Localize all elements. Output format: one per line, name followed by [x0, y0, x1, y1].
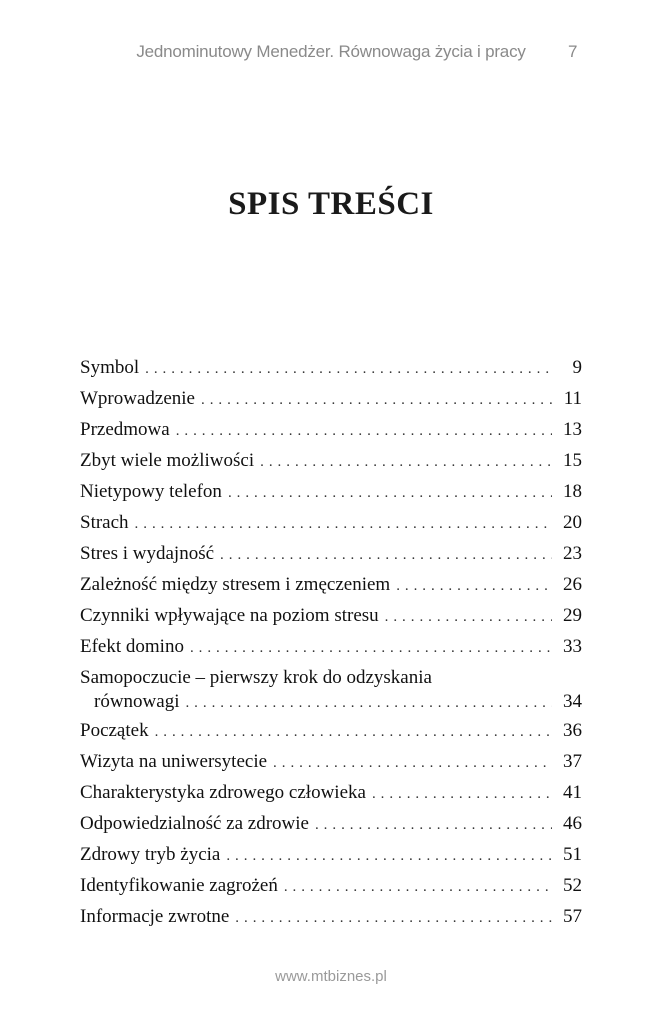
toc-entry-page: 37 [563, 751, 582, 772]
toc-entry-title: Informacje zwrotne [80, 906, 230, 927]
toc-entry-title: Wizyta na uniwersytecie [80, 751, 268, 772]
toc-entry [80, 480, 582, 511]
dot-leader [145, 357, 552, 381]
dot-leader [396, 574, 552, 598]
dot-leader [235, 906, 552, 930]
toc-entry-page: 23 [563, 543, 582, 564]
toc-entry-page: 15 [563, 450, 582, 471]
toc-entry [80, 874, 582, 905]
toc-entry-title: Nietypowy telefon [80, 481, 222, 502]
toc-entry-page: 57 [563, 906, 582, 927]
toc-entry-title: Charakterystyka zdrowego człowieka [80, 782, 366, 803]
toc-entry-title: Czynniki wpływające na poziom stresu [80, 605, 379, 626]
dot-leader [176, 419, 552, 443]
toc-entry-title: Odpowiedzialność za zdrowie [80, 813, 309, 834]
toc-entry-page: 36 [563, 720, 582, 741]
toc-entry-title: Wprowadzenie [80, 388, 195, 409]
page-title: SPIS TREŚCI [228, 186, 434, 222]
toc-entry-page: 29 [563, 605, 582, 626]
dot-leader [190, 636, 552, 660]
dot-leader [315, 813, 552, 837]
toc-entry [80, 750, 582, 781]
toc-entry-title: Strach [80, 512, 129, 533]
toc-entry-title: Stres i wydajność [80, 543, 215, 564]
toc-entry-page: 20 [563, 512, 582, 533]
dot-leader [273, 751, 552, 775]
dot-leader [155, 720, 552, 744]
dot-leader [372, 782, 552, 806]
page-header [0, 42, 662, 66]
dot-leader [284, 875, 552, 899]
toc-entry [80, 781, 582, 812]
toc-entry-page: 26 [563, 574, 582, 595]
page-number: 7 [568, 42, 578, 61]
toc-entry [80, 387, 582, 418]
toc-entry-title: Zbyt wiele możliwości [80, 450, 255, 471]
toc-entry [80, 666, 582, 719]
toc-entry-page: 41 [563, 782, 582, 803]
toc-entry-page: 13 [563, 419, 582, 440]
toc-entry-page: 52 [563, 875, 582, 896]
toc-entry-page: 51 [563, 844, 582, 865]
table-of-contents [80, 356, 582, 936]
dot-leader [220, 543, 552, 567]
toc-entry-page: 46 [563, 813, 582, 834]
toc-entry-title-continuation: równowagi [94, 691, 180, 712]
dot-leader [228, 481, 552, 505]
toc-entry-title: Zależność między stresem i zmęczeniem [80, 574, 391, 595]
toc-entry [80, 542, 582, 573]
toc-entry-title: Identyfikowanie zagrożeń [80, 875, 278, 896]
toc-entry-page: 11 [563, 388, 582, 409]
toc-entry-title: Przedmowa [80, 419, 170, 440]
dot-leader [260, 450, 552, 474]
toc-entry-title: Symbol [80, 357, 140, 378]
toc-entry [80, 511, 582, 542]
toc-entry-title: Początek [80, 720, 149, 741]
dot-leader [135, 512, 552, 536]
toc-entry [80, 604, 582, 635]
toc-entry [80, 719, 582, 750]
toc-entry [80, 573, 582, 604]
running-title: Jednominutowy Menedżer. Równowaga życia i pracy [136, 42, 526, 61]
toc-entry [80, 905, 582, 936]
toc-entry [80, 449, 582, 480]
dot-leader [385, 605, 552, 629]
toc-entry-title: Samopoczucie – pierwszy krok do odzyskania [80, 667, 432, 688]
dot-leader [185, 691, 552, 715]
toc-entry-page: 33 [563, 636, 582, 657]
toc-entry [80, 812, 582, 843]
toc-entry-title: Efekt domino [80, 636, 184, 657]
toc-entry [80, 843, 582, 874]
toc-entry [80, 418, 582, 449]
toc-entry-page: 34 [563, 691, 582, 712]
footer-url: www.mtbiznes.pl [275, 968, 387, 985]
toc-entry-page: 18 [563, 481, 582, 502]
toc-entry [80, 356, 582, 387]
toc-entry-title: Zdrowy tryb życia [80, 844, 221, 865]
dot-leader [201, 388, 552, 412]
toc-entry-page: 9 [572, 357, 582, 378]
toc-entry [80, 635, 582, 666]
dot-leader [226, 844, 552, 868]
